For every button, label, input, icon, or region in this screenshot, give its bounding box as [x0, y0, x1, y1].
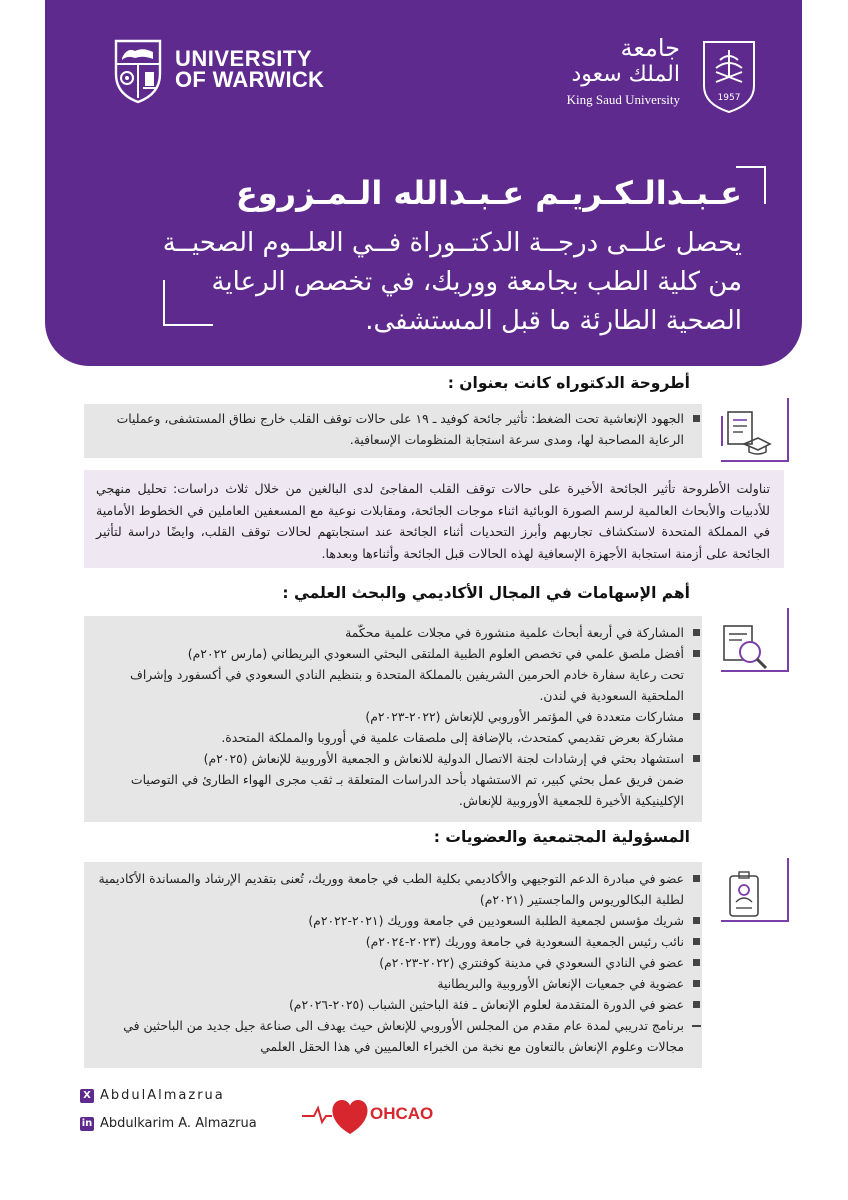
x-handle[interactable]: X AbdulAlmazrua: [80, 1088, 225, 1103]
contribution-item: أفضل ملصق علمي في تخصص العلوم الطبية الملتقى البحثي السعودي البريطاني (مارس ٢٠٢٢م): [84, 643, 702, 664]
membership-item: عضوية في جمعيات الإنعاش الأوروبية والبريطانية: [84, 973, 702, 994]
contribution-subtext: مشاركة بعرض تقديمي كمتحدث، بالإضافة إلى ملصقات علمية في أوروبا والمملكة المتحدة.: [221, 730, 684, 745]
thesis-document-icon: [714, 404, 774, 464]
warwick-line2: OF WARWICK: [175, 67, 325, 92]
research-magnifier-icon: [714, 618, 774, 678]
ksu-emblem-icon: [696, 38, 762, 114]
thesis-summary-box: [84, 470, 784, 568]
membership-item: برنامج تدريبي لمدة عام مقدم من المجلس الأوروبي للإنعاش حيث يهدف الى صناعة جيل جديد من الباحثين في مجالات وعلوم الإنعاش بالتعاون مع نخبة من الخبراء العالميين في هذا الحقل العلمي: [84, 1015, 702, 1057]
ksu-logo: [542, 30, 772, 114]
community-title: المسؤولية المجتمعية والعضويات :: [433, 828, 690, 846]
ksu-arabic-1: جامعة: [620, 34, 680, 62]
contribution-subtext: ضمن فريق عمل بحثي كبير، تم الاستشهاد بأحد الدراسات المتعلقة بـ ثقب مجرى الهواء الطارئ في التوصيات الإكلينيكية الأخيرة للجمعية الأوروبية للإنعاش.: [130, 772, 684, 808]
warwick-line1: UNIVERSITY: [175, 46, 313, 71]
contribution-item: المشاركة في أربعة أبحاث علمية منشورة في مجلات علمية محكّمة: [84, 622, 702, 643]
thesis-summary: تناولت الأطروحة تأثير الجائحة الأخيرة على حالات توقف القلب المفاجئ لدى البالغين من خلال ثلاث دراسات: تحليل منهجي للأدبيات والأبحاث العالمية لرسم الصورة الوبائية اثناء موجات الجائحة، ومقابلات نوعية مع المسعفين العاملين في الخطوط الأمامية في المملكة المتحدة لاستكشاف تجاربهم وأبرز التحديات أثناء الجائحة عند استجابتهم لحالات توقف القلب، وايضًا دراسة لتأثير الجائحة على أزمنة استجابة الأجهزة الإسعافية لهذه الحالات قبل الجائحة وأثناءها وبعدها.: [96, 481, 770, 561]
membership-item: عضو في مبادرة الدعم التوجيهي والأكاديمي بكلية الطب في جامعة ووريك، تُعنى بتقديم الإرشاد والمساندة الأكاديمية لطلبة البكالوريوس والماجستير (٢٠٢١م): [84, 868, 702, 910]
contribution-subtext: تحت رعاية سفارة خادم الحرمين الشريفين بالمملكة المتحدة و بتنظيم النادي السعودي في أكسفورد وإشراف الملحقية السعودية في لندن.: [129, 667, 684, 703]
contribution-item: استشهاد بحثي في إرشادات لجنة الاتصال الدولية للانعاش و الجمعية الأوروبية للإنعاش (٢٠٢٥م): [84, 748, 702, 769]
ksu-english: King Saud University: [566, 92, 680, 107]
headline-bracket-decoration: [163, 280, 213, 326]
thesis-title: أطروحة الدكتوراه كانت بعنوان :: [447, 374, 690, 392]
membership-item: شريك مؤسس لجمعية الطلبة السعوديين في جامعة ووريك (٢٠٢١-٢٠٢٢م): [84, 910, 702, 931]
graduate-name: عـبـدالـكـريـم عـبـدالله الـمـزروع: [235, 174, 742, 212]
warwick-crest-icon: [113, 38, 163, 104]
ksu-arabic-2: الملك سعود: [571, 62, 680, 87]
membership-item: نائب رئيس الجمعية السعودية في جامعة ووريك (٢٠٢٣-٢٠٢٤م): [84, 931, 702, 952]
linkedin-icon: in: [81, 1117, 93, 1129]
linkedin-profile[interactable]: in Abdulkarim A. Almazrua: [81, 1116, 257, 1131]
heart-pulse-icon: [300, 1092, 380, 1138]
thesis-box: [84, 404, 702, 458]
ohcao-label: OHCAO: [370, 1104, 434, 1123]
thesis-item: الجهود الإنعاشية تحت الضغط: تأثير جائحة كوفيد ـ ١٩ على حالات توقف القلب خارج نطاق المستشفى، وعمليات الرعاية المصاحبة لها، ومدى سرعة استجابة المنظومات الإسعافية.: [84, 408, 702, 450]
x-icon: X: [80, 1089, 94, 1103]
contributions-box: [84, 616, 702, 822]
contribution-item: مشاركات متعددة في المؤتمر الأوروبي للإنعاش (٢٠٢٢-٢٠٢٣م): [84, 706, 702, 727]
header-banner: [45, 0, 802, 366]
ohcao-logo: [300, 1092, 450, 1138]
community-box: [84, 862, 702, 1068]
degree-headline: يحصل علــى درجــة الدكتــوراة فــي العلــوم الصحيــة من كلية الطب بجامعة ووريك، في تخصص الرعاية الصحية الطارئة ما قبل المستشفى.: [162, 228, 742, 336]
name-bracket-decoration: [736, 166, 766, 204]
membership-item: عضو في الدورة المتقدمة لعلوم الإنعاش ـ فئة الباحثين الشباب (٢٠٢٥-٢٠٢٦م): [84, 994, 702, 1015]
id-badge-icon: [714, 866, 774, 926]
membership-item: عضو في النادي السعودي في مدينة كوفنتري (٢٠٢٢-٢٠٢٣م): [84, 952, 702, 973]
warwick-logo: [113, 38, 373, 110]
contributions-title: أهم الإسهامات في المجال الأكاديمي والبحث العلمي :: [282, 584, 690, 602]
ksu-year: 1957: [717, 93, 741, 103]
